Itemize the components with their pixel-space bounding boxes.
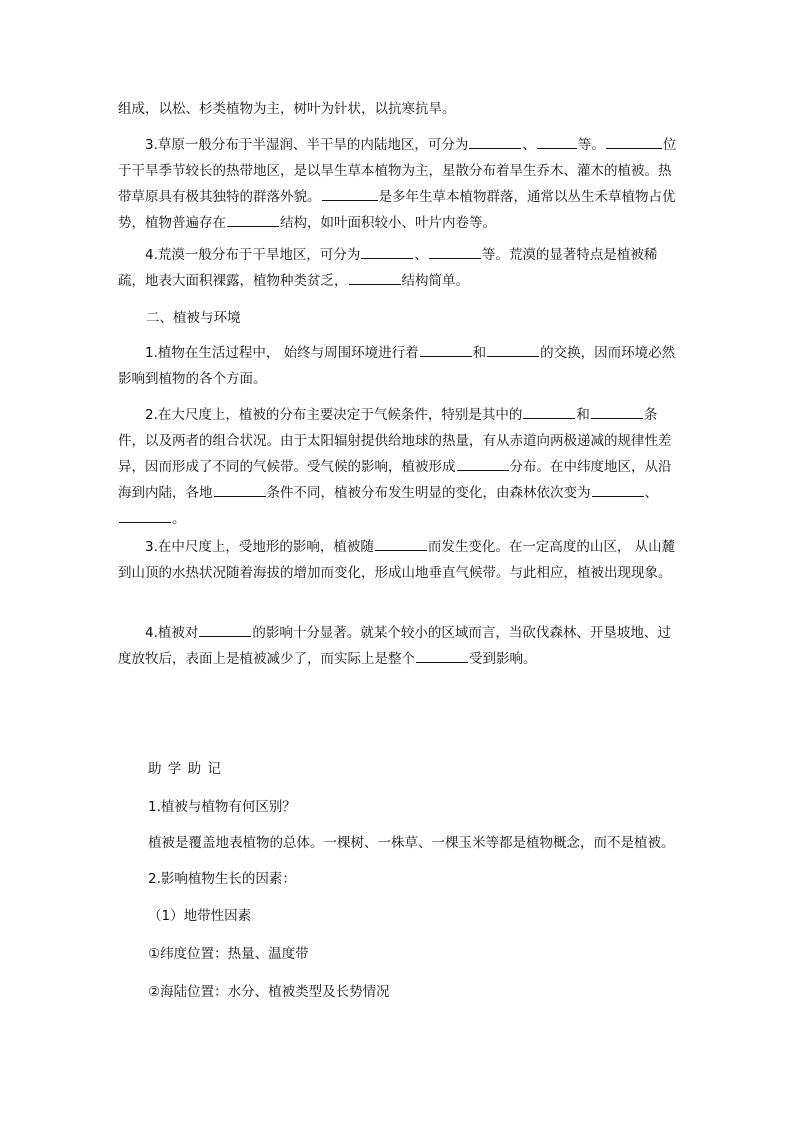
fill-blank[interactable] [469,134,521,149]
text-run: 是多年生草本植物群落，通常以丛生禾草植物占优势，植物普遍存在 [118,189,676,231]
fill-blank[interactable] [523,404,575,419]
section-heading: 二、植被与环境 [146,310,241,326]
fill-blank[interactable] [429,244,481,259]
text-run: 等。 [577,137,605,153]
text-run: 而发生变化。在一定高度的山区， 从山麓到山顶的水热状况随着海拔的增加而变化，形成山地垂直气候带。与此相应，植被出现现象。 [118,539,676,581]
aux-factor-1: （1）地带性因素 [148,908,252,924]
aux-factor-1a: ①纬度位置：热量、温度带 [148,946,309,962]
fill-blank[interactable] [375,536,427,551]
text-run: 的影响十分显著。就某个较小的区域而言，当砍伐森林、开垦坡地、过度放牧后，表面上是植被减少了，而实际上是整个 [118,625,671,667]
fill-blank[interactable] [457,456,509,471]
text-run: 条件，以及两者的组合状况。由于太阳辐射提供给地球的热量，有从赤道向两极递减的规律性差异，因而形成了不同的气候带。受气候的影响，植被形成 [118,407,672,475]
text-run: 、 [644,485,658,501]
fill-blank[interactable] [227,212,279,227]
fill-blank[interactable] [349,270,401,285]
text-run: 4.植被对 [145,625,199,641]
paragraph-desert [118,242,678,294]
text-run: 结构，如叶面积较小、叶片内卷等。 [280,215,496,231]
paragraph-intro [118,96,678,122]
text-run: 4.荒漠一般分布于干旱地区，可分为 [145,247,361,263]
text-run: 受到影响。 [469,651,537,667]
aux-answer-1: 植被是覆盖地表植物的总体。一棵树、一株草、一棵玉米等都是植物概念，而不是植被。 [148,835,675,851]
fill-blank[interactable] [606,134,662,149]
text-run: 1.植物在生活过程中， 始终与周围环境进行着 [145,345,419,361]
text-run: 位于干旱季节较长的热带地区，是以旱生草本植物为主，星散分布着旱生乔木、灌木的植被。热带草原具有极其独特的群落外貌。 [118,137,677,205]
text-run: 、 [414,247,428,263]
fill-blank[interactable] [592,482,644,497]
fill-blank[interactable] [416,648,468,663]
paragraph-s2 [118,402,678,532]
text-run: 的交换，因而环境必然影响到植物的各个方面。 [118,345,676,387]
aux-title: 助 学 助 记 [148,761,222,777]
fill-blank[interactable] [119,508,171,523]
fill-blank[interactable] [487,342,539,357]
paragraph-s4 [118,620,678,672]
text-run: 。 [172,511,186,527]
fill-blank[interactable] [199,622,251,637]
text-run: 和 [576,407,590,423]
aux-question-1: 1.植被与植物有何区别？ [148,799,296,815]
text-run: 分布。在中纬度地区，从沿海到内陆，各地 [118,459,672,501]
text-run: 3.在中尺度上，受地形的影响，植被随 [145,539,374,555]
fill-blank[interactable] [420,342,472,357]
paragraph-s1 [118,340,678,392]
text-run: 、 [522,137,536,153]
text-run: 条件不同，植被分布发生明显的变化，由森林依次变为 [266,485,591,501]
text-run: 2.在大尺度上，植被的分布主要决定于气候条件，特别是其中的 [145,407,523,423]
fill-blank[interactable] [214,482,266,497]
fill-blank[interactable] [322,186,378,201]
fill-blank[interactable] [591,404,643,419]
text-run: 3.草原一般分布于半湿润、半干旱的内陆地区，可分为 [145,137,469,153]
text-run: 组成，以松、杉类植物为主，树叶为针状，以抗寒抗旱。 [118,101,456,117]
text-run: 等。荒漠的显著特点是植被稀疏，地表大面积裸露，植物种类贫乏， [118,247,658,289]
text-run: 结构简单。 [401,273,469,289]
paragraph-grassland [118,132,678,236]
paragraph-s3 [118,534,678,586]
fill-blank[interactable] [537,134,577,149]
aux-factor-1b: ②海陆位置：水分、植被类型及长势情况 [148,984,390,1000]
fill-blank[interactable] [361,244,413,259]
text-run: 和 [472,345,487,361]
aux-question-2: 2.影响植物生长的因素： [148,871,296,887]
